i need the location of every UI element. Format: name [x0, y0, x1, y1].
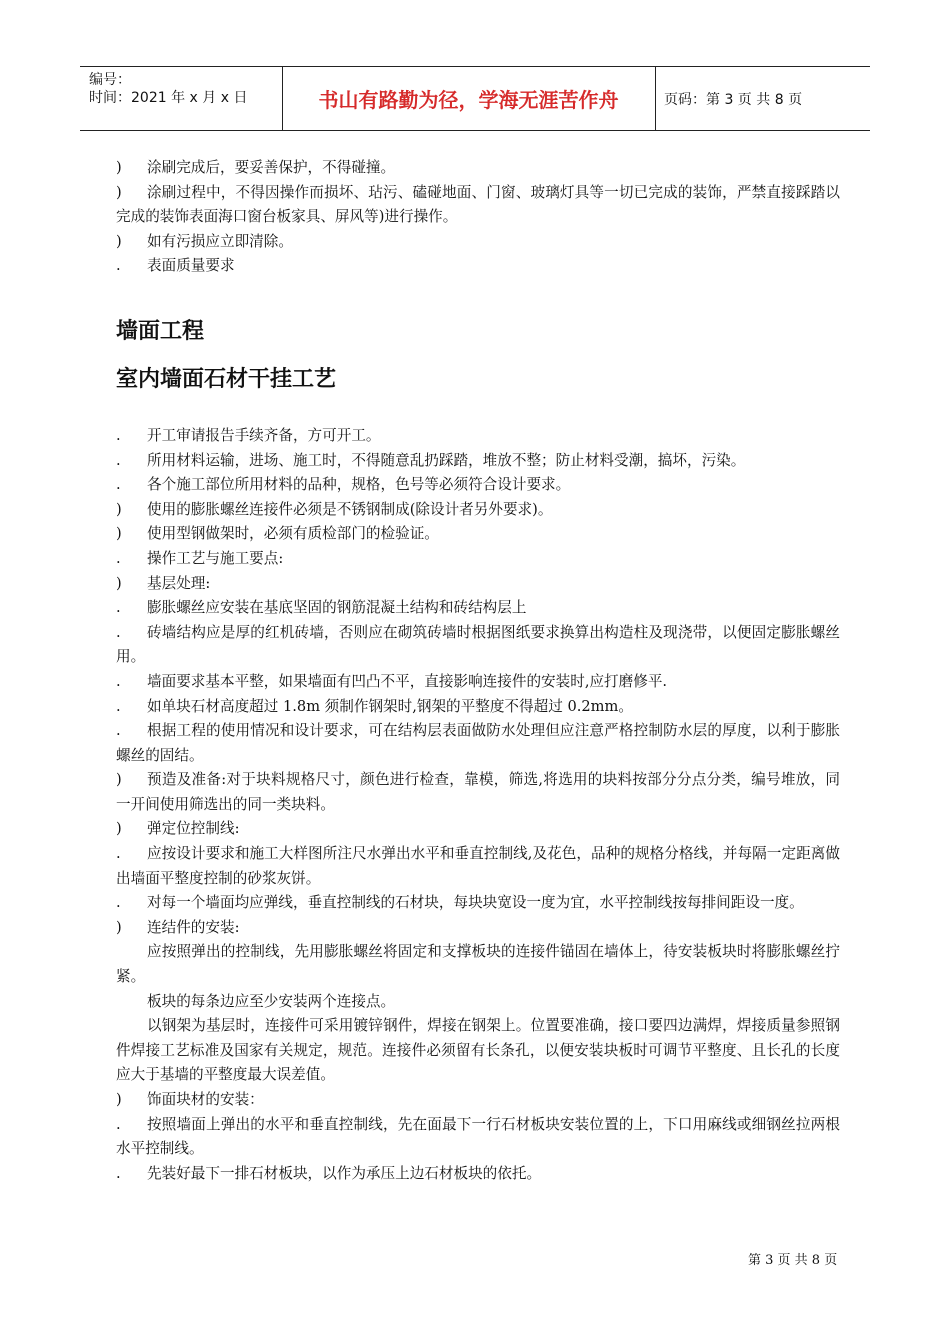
list-marker: )	[116, 159, 122, 176]
paragraph	[116, 498, 840, 523]
paragraph	[116, 1113, 840, 1162]
paragraph	[116, 230, 840, 255]
list-marker: .	[116, 426, 121, 444]
paragraph-text: 预造及准备:对于块料规格尺寸，颜色进行检查，靠模，筛选,将选用的块料按部分分点分类，编号堆放，同一开间使用筛选出的同一类块料。	[116, 771, 840, 813]
header-page-number: 页码：第 3 页 共 8 页	[664, 91, 803, 108]
paragraph-text: 先装好最下一排石材板块，以作为承压上边石材板块的依托。	[147, 1164, 542, 1182]
paragraph-text: 应按设计要求和施工大样图所注尺水弹出水平和垂直控制线,及花色，品种的规格分格线，并每隔一定距离做出墙面平整度控制的砂浆灰饼。	[116, 845, 840, 887]
list-marker: )	[116, 771, 122, 789]
paragraph-text: 应按照弹出的控制线，先用膨胀螺丝将固定和支撑板块的连接件锚固在墙体上，待安装板块时将膨胀螺丝拧紧。	[116, 943, 840, 986]
list-marker: )	[116, 232, 122, 250]
section-paint-protection	[116, 156, 840, 279]
paragraph	[116, 768, 840, 817]
page-footer: 第 3 页 共 8 页	[748, 1253, 838, 1268]
list-marker: )	[116, 820, 122, 838]
list-marker: .	[116, 599, 121, 617]
paragraph	[116, 596, 840, 621]
document-body	[116, 156, 840, 1186]
time-label: 时间：2021 年 x 月 x 日	[89, 90, 248, 106]
paragraph-text: 涂刷过程中，不得因操作而损坏、玷污、磕碰地面、门窗、玻璃灯具等一切已完成的装饰，严禁直接踩踏以完成的装饰表面海口窗台板家具、屏风等)进行操作。	[116, 183, 840, 226]
paragraph	[116, 473, 840, 498]
paragraph-text: 使用型钢做架时，必须有质检部门的检验证。	[147, 525, 439, 543]
paragraph-text: 弹定位控制线:	[147, 820, 240, 838]
paragraph-text: 根据工程的使用情况和设计要求，可在结构层表面做防水处理但应注意严格控制防水层的厚度，以利于膨胀螺丝的固结。	[116, 722, 840, 764]
paragraph-text: 涂刷完成后，要妥善保护，不得碰撞。	[147, 159, 396, 176]
list-marker: )	[116, 525, 122, 543]
paragraph-text: 基层处理:	[147, 574, 211, 592]
paragraph	[116, 940, 840, 989]
list-marker: .	[116, 1115, 121, 1133]
paragraph	[116, 621, 840, 670]
paragraph	[116, 156, 840, 181]
paragraph	[116, 670, 840, 695]
section-stone-dry-hanging	[116, 424, 840, 1186]
paragraph-text: 操作工艺与施工要点:	[147, 549, 284, 567]
paragraph-text: 按照墙面上弹出的水平和垂直控制线，先在面最下一行石材板块安装位置的上，下口用麻线或细钢丝拉两根水平控制线。	[116, 1115, 840, 1158]
paragraph-text: 以钢架为基层时，连接件可采用镀锌钢件，焊接在钢架上。位置要准确，接口要四边满焊，焊接质量参照钢件焊接工艺标准及国家有关规定，规范。连接件必须留有长条孔，以便安装块板时可调节平整度、且长孔的长度应大于基墙的平整度最大误差值。	[116, 1017, 840, 1084]
list-marker: .	[116, 697, 121, 715]
paragraph-text: 墙面要求基本平整，如果墙面有凹凸不平，直接影响连接件的安装时,应打磨修平.	[147, 672, 668, 690]
header-divider	[655, 67, 656, 130]
list-marker: )	[116, 183, 122, 201]
paragraph	[116, 572, 840, 597]
list-marker: .	[116, 845, 121, 863]
list-marker: .	[116, 672, 121, 690]
list-marker: .	[116, 257, 121, 275]
paragraph	[116, 424, 840, 449]
paragraph-text: 砖墙结构应是厚的红机砖墙，否则应在砌筑砖墙时根据图纸要求换算出构造柱及现浇带，以便固定膨胀螺丝用。	[116, 623, 840, 666]
paragraph-text: 如有污损应立即清除。	[147, 232, 293, 250]
header-motto: 书山有路勤为径，学海无涯苦作舟	[318, 88, 619, 112]
paragraph	[116, 547, 840, 572]
paragraph-text: 对每一个墙面均应弹线，垂直控制线的石材块，每块块宽设一度为宜，水平控制线按每排间距设一度。	[147, 894, 804, 912]
paragraph	[116, 842, 840, 891]
list-marker: )	[116, 918, 122, 936]
paragraph	[116, 1088, 840, 1113]
paragraph	[116, 817, 840, 842]
paragraph-text: 开工审请报告手续齐备，方可开工。	[147, 426, 381, 444]
paragraph	[116, 916, 840, 941]
heading-wall-works: 墙面工程	[116, 318, 205, 344]
paragraph-text: 各个施工部位所用材料的品种，规格，色号等必须符合设计要求。	[147, 476, 571, 494]
header-meta	[80, 67, 282, 130]
paragraph	[116, 891, 840, 916]
paragraph	[116, 990, 840, 1015]
paragraph	[116, 695, 840, 720]
paragraph	[116, 181, 840, 230]
list-marker: )	[116, 574, 122, 592]
number-label: 编号：	[89, 72, 131, 88]
paragraph	[116, 1014, 840, 1088]
paragraph-text: 所用材料运输，进场、施工时，不得随意乱扔踩踏，堆放不整；防止材料受潮，搞坏，污染。	[147, 451, 746, 469]
paragraph-text: 连结件的安装:	[147, 918, 240, 936]
paragraph-text: 表面质量要求	[147, 257, 235, 275]
list-marker: .	[116, 549, 121, 567]
list-marker: .	[116, 623, 121, 641]
paragraph	[116, 522, 840, 547]
paragraph-text: 板块的每条边应至少安装两个连接点。	[147, 992, 396, 1010]
document-header	[80, 66, 870, 131]
list-marker: .	[116, 1164, 121, 1182]
list-marker: )	[116, 500, 122, 518]
list-marker: )	[116, 1091, 122, 1108]
list-marker: .	[116, 722, 121, 740]
paragraph	[116, 449, 840, 474]
paragraph-text: 饰面块材的安装：	[147, 1091, 264, 1108]
paragraph	[116, 1162, 840, 1187]
paragraph-text: 如单块石材高度超过 1.8m 须制作钢架时,钢架的平整度不得超过 0.2mm。	[147, 697, 633, 715]
list-marker: .	[116, 476, 121, 494]
list-marker: .	[116, 894, 121, 912]
paragraph	[116, 254, 840, 279]
paragraph-text: 使用的膨胀螺丝连接件必须是不锈钢制成(除设计者另外要求)。	[147, 500, 553, 518]
paragraph-text: 膨胀螺丝应安装在基底坚固的钢筋混凝土结构和砖结构层上	[147, 599, 527, 617]
list-marker: .	[116, 451, 121, 469]
paragraph	[116, 719, 840, 768]
heading-stone-dry-hanging: 室内墙面石材干挂工艺	[116, 366, 337, 392]
